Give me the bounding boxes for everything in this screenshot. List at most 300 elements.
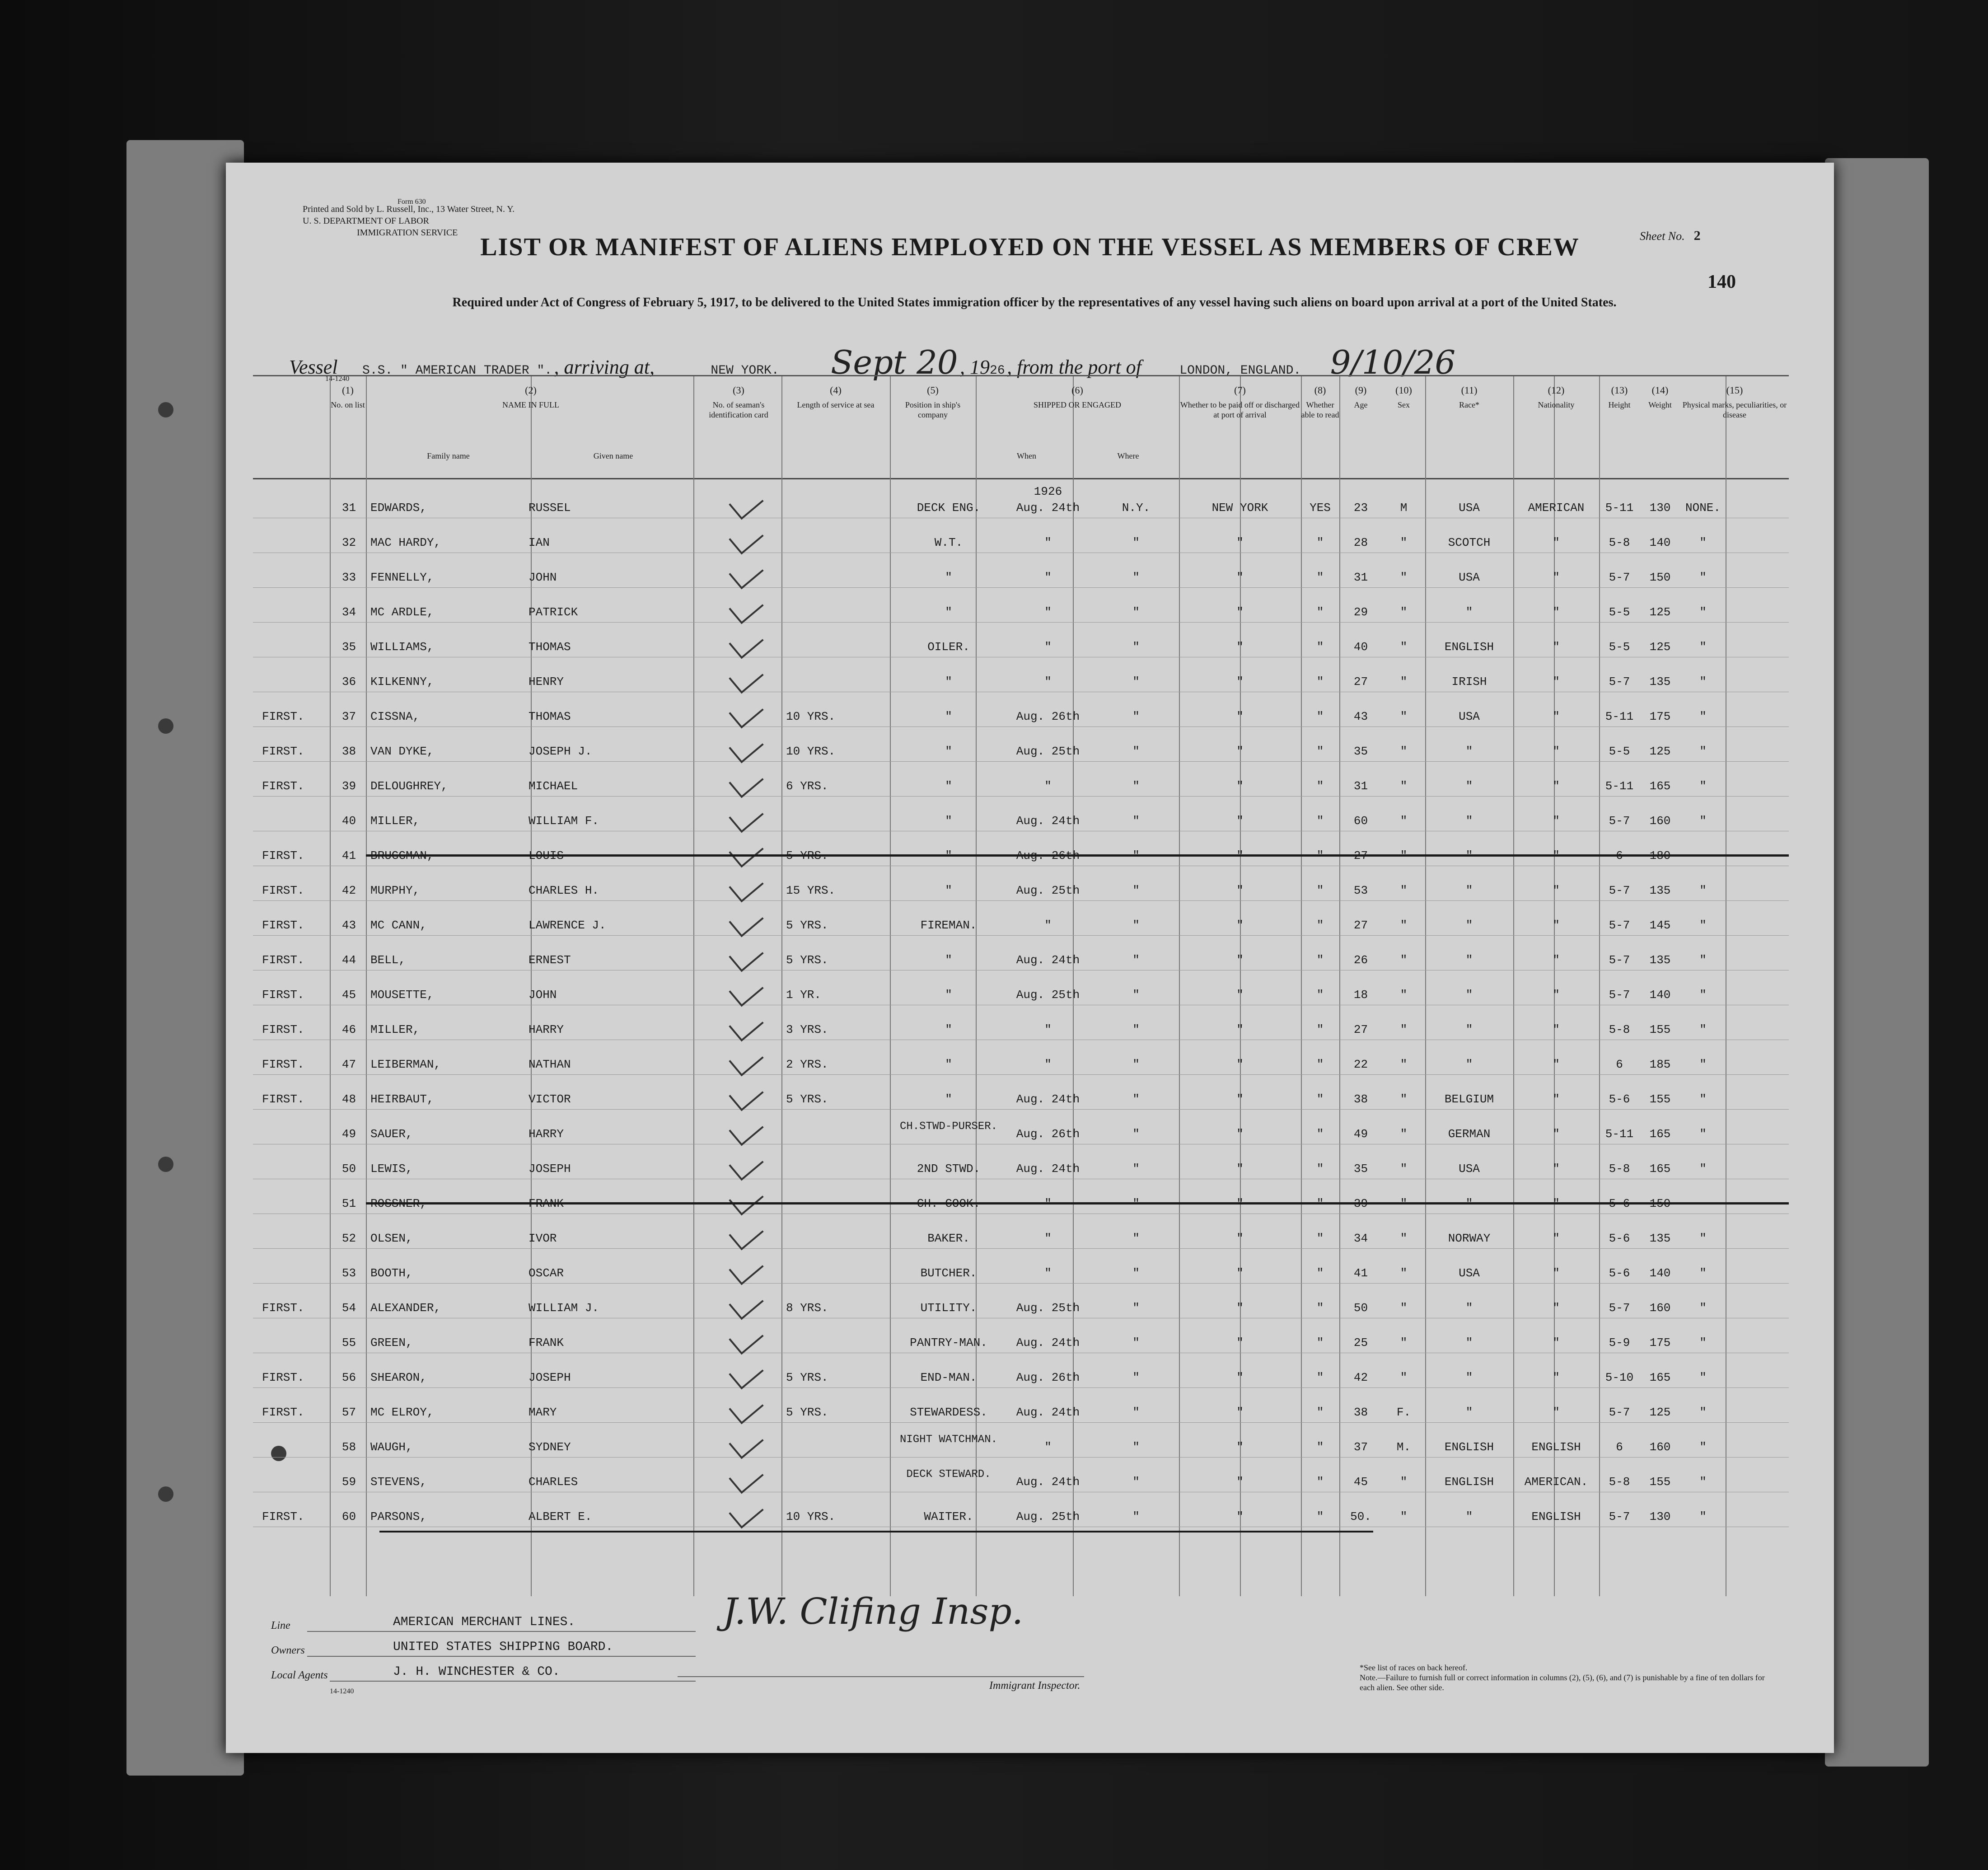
inspector-signature: J.W. Clifing Insp. bbox=[723, 1590, 1024, 1632]
cell-sex: " bbox=[1400, 988, 1408, 1002]
cell-race: USA bbox=[1459, 710, 1480, 723]
cell-height: 5-7 bbox=[1609, 1406, 1630, 1419]
cell-no: 52 bbox=[341, 1232, 356, 1245]
column-number: (10) bbox=[1395, 384, 1412, 396]
cell-family: MAC HARDY, bbox=[370, 536, 441, 549]
cell-race: " bbox=[1465, 779, 1473, 793]
owners-label: Owners bbox=[271, 1645, 305, 1656]
cell-nationality: " bbox=[1553, 1232, 1560, 1245]
column-header bbox=[330, 385, 366, 410]
cell-service: 3 YRS. bbox=[786, 1023, 828, 1036]
cell-marks: " bbox=[1699, 1162, 1707, 1176]
cell-read: " bbox=[1316, 1023, 1324, 1036]
cell-marks: " bbox=[1699, 1510, 1707, 1523]
table-row bbox=[253, 1389, 1789, 1424]
cell-age: 50 bbox=[1353, 1301, 1368, 1315]
cell-read: " bbox=[1316, 779, 1324, 793]
cell-read: " bbox=[1316, 953, 1324, 967]
cell-weight: 155 bbox=[1649, 1475, 1671, 1489]
cell-read: " bbox=[1316, 1301, 1324, 1315]
cell-sex: " bbox=[1400, 675, 1408, 689]
cell-given: ALBERT E. bbox=[529, 1510, 592, 1523]
cell-service: 10 YRS. bbox=[786, 1510, 836, 1523]
cell-given: ERNEST bbox=[529, 953, 571, 967]
cell-where: " bbox=[1132, 1023, 1140, 1036]
check-mark-icon bbox=[729, 591, 763, 624]
column-number: (12) bbox=[1548, 384, 1565, 396]
check-mark-icon bbox=[729, 1286, 763, 1320]
cell-when: Aug. 25th bbox=[1016, 988, 1080, 1002]
inspector-rule bbox=[678, 1676, 1084, 1677]
cell-paid: " bbox=[1236, 779, 1244, 793]
cell-where: " bbox=[1132, 1266, 1140, 1280]
cell-family: BELL, bbox=[370, 953, 406, 967]
column-number: (4) bbox=[830, 384, 842, 396]
cell-given: JOHN bbox=[529, 988, 557, 1002]
cell-no: 38 bbox=[341, 745, 356, 758]
cell-marks: " bbox=[1699, 1058, 1707, 1071]
cell-given: IVOR bbox=[529, 1232, 557, 1245]
cell-sex: " bbox=[1400, 1232, 1408, 1245]
cell-race: " bbox=[1465, 1023, 1473, 1036]
cell-position: " bbox=[945, 1092, 952, 1106]
cell-when: Aug. 24th bbox=[1016, 1475, 1080, 1489]
cell-where: " bbox=[1132, 779, 1140, 793]
cell-age: 38 bbox=[1353, 1092, 1368, 1106]
cell-paid: " bbox=[1236, 1127, 1244, 1141]
cell-given: JOSEPH bbox=[529, 1162, 571, 1176]
cell-where: " bbox=[1132, 745, 1140, 758]
footnote bbox=[1360, 1663, 1775, 1692]
check-mark-icon bbox=[729, 1078, 763, 1111]
cell-where: " bbox=[1132, 536, 1140, 549]
cell-nationality: " bbox=[1553, 536, 1560, 549]
cell-sex: " bbox=[1400, 919, 1408, 932]
cell-service: 2 YRS. bbox=[786, 1058, 828, 1071]
cell-no: 44 bbox=[341, 953, 356, 967]
cell-sex: " bbox=[1400, 1266, 1408, 1280]
cell-where: " bbox=[1132, 675, 1140, 689]
cell-read: " bbox=[1316, 1232, 1324, 1245]
cell-height: 5-7 bbox=[1609, 571, 1630, 584]
cell-no: 43 bbox=[341, 919, 356, 932]
cell-no: 57 bbox=[341, 1406, 356, 1419]
cell-position: END-MAN. bbox=[920, 1371, 977, 1384]
closing-line bbox=[379, 1531, 1373, 1533]
cell-family: BOOTH, bbox=[370, 1266, 413, 1280]
cell-weight: 165 bbox=[1649, 1162, 1671, 1176]
cell-weight: 140 bbox=[1649, 536, 1671, 549]
cell-sex: " bbox=[1400, 640, 1408, 654]
cell-where: " bbox=[1132, 1058, 1140, 1071]
table-row bbox=[253, 833, 1789, 867]
column-label: Age bbox=[1354, 400, 1368, 409]
cell-marks: " bbox=[1699, 919, 1707, 932]
crew-table bbox=[253, 375, 1789, 1596]
cell-service: 5 YRS. bbox=[786, 953, 828, 967]
strike-through-line bbox=[366, 854, 1789, 857]
cell-sex: " bbox=[1400, 1336, 1408, 1350]
cell-given: FRANK bbox=[529, 1336, 564, 1350]
table-row bbox=[253, 1354, 1789, 1389]
cell-no: 31 bbox=[341, 501, 356, 515]
cell-position: " bbox=[945, 884, 952, 897]
cell-marks: " bbox=[1699, 710, 1707, 723]
cell-read: " bbox=[1316, 1266, 1324, 1280]
cell-family: SHEARON, bbox=[370, 1371, 427, 1384]
column-header bbox=[890, 385, 976, 420]
cell-weight: 155 bbox=[1649, 1092, 1671, 1106]
cell-height: 5-8 bbox=[1609, 1162, 1630, 1176]
check-mark-icon bbox=[729, 1008, 763, 1042]
cell-no: 55 bbox=[341, 1336, 356, 1350]
cell-where: " bbox=[1132, 710, 1140, 723]
cell-given: CHARLES H. bbox=[529, 884, 599, 897]
cell-family: STEVENS, bbox=[370, 1475, 427, 1489]
cell-given: JOSEPH J. bbox=[529, 745, 592, 758]
column-number: (5) bbox=[927, 384, 939, 396]
cell-sex: " bbox=[1400, 710, 1408, 723]
cell-weight: 140 bbox=[1649, 988, 1671, 1002]
cell-race: " bbox=[1465, 953, 1473, 967]
column-label: Whether to be paid off or discharged at port of arrival bbox=[1180, 400, 1300, 419]
column-number: (13) bbox=[1611, 384, 1628, 396]
cell-mark: FIRST. bbox=[262, 849, 304, 862]
cell-weight: 160 bbox=[1649, 1440, 1671, 1454]
cell-given: PATRICK bbox=[529, 605, 578, 619]
cell-family: MC CANN, bbox=[370, 919, 427, 932]
cell-marks: " bbox=[1699, 536, 1707, 549]
check-mark-icon bbox=[729, 834, 763, 868]
cell-no: 34 bbox=[341, 605, 356, 619]
cell-weight: 135 bbox=[1649, 953, 1671, 967]
cell-read: " bbox=[1316, 884, 1324, 897]
cell-race: USA bbox=[1459, 571, 1480, 584]
cell-when: Aug. 24th bbox=[1016, 814, 1080, 828]
cell-nationality: " bbox=[1553, 571, 1560, 584]
cell-weight: 130 bbox=[1649, 501, 1671, 515]
cell-age: 37 bbox=[1353, 1440, 1368, 1454]
table-row bbox=[253, 763, 1789, 798]
cell-paid: " bbox=[1236, 1336, 1244, 1350]
table-row bbox=[253, 1285, 1789, 1320]
cell-race: ENGLISH bbox=[1444, 1475, 1494, 1489]
cell-paid: " bbox=[1236, 1058, 1244, 1071]
cell-age: 31 bbox=[1353, 779, 1368, 793]
cell-when: Aug. 25th bbox=[1016, 1510, 1080, 1523]
cell-where: " bbox=[1132, 1127, 1140, 1141]
cell-given: THOMAS bbox=[529, 640, 571, 654]
cell-nationality: " bbox=[1553, 779, 1560, 793]
column-header bbox=[1640, 385, 1680, 410]
cell-position: " bbox=[945, 745, 952, 758]
column-number: (3) bbox=[733, 384, 744, 396]
column-header bbox=[1513, 385, 1599, 410]
column-header bbox=[1680, 385, 1789, 420]
cell-race: SCOTCH bbox=[1448, 536, 1491, 549]
cell-read: " bbox=[1316, 536, 1324, 549]
cell-where: " bbox=[1132, 571, 1140, 584]
cell-given: HARRY bbox=[529, 1023, 564, 1036]
cell-height: 5-10 bbox=[1605, 1371, 1634, 1384]
cell-when: Aug. 25th bbox=[1016, 1301, 1080, 1315]
cell-mark: FIRST. bbox=[262, 1371, 304, 1384]
cell-height: 5-9 bbox=[1609, 1336, 1630, 1350]
cell-family: MURPHY, bbox=[370, 884, 420, 897]
cell-weight: 145 bbox=[1649, 919, 1671, 932]
cell-mark: FIRST. bbox=[262, 1092, 304, 1106]
underlying-page-right bbox=[1825, 158, 1929, 1767]
cell-position: " bbox=[945, 779, 952, 793]
cell-position: OILER. bbox=[927, 640, 970, 654]
cell-read: " bbox=[1316, 919, 1324, 932]
footer-agents-row bbox=[271, 1669, 328, 1682]
cell-read: " bbox=[1316, 1127, 1324, 1141]
cell-sex: " bbox=[1400, 1475, 1408, 1489]
cell-race: " bbox=[1465, 1058, 1473, 1071]
column-label: Race* bbox=[1459, 400, 1479, 409]
check-mark-icon bbox=[729, 1182, 763, 1216]
cell-mark: FIRST. bbox=[262, 1406, 304, 1419]
cell-age: 53 bbox=[1353, 884, 1368, 897]
cell-paid: " bbox=[1236, 1406, 1244, 1419]
cell-height: 5-8 bbox=[1609, 1475, 1630, 1489]
cell-race: NORWAY bbox=[1448, 1232, 1491, 1245]
cell-nationality: " bbox=[1553, 710, 1560, 723]
cell-paid: " bbox=[1236, 640, 1244, 654]
cell-nationality: " bbox=[1553, 1266, 1560, 1280]
cell-paid: " bbox=[1236, 919, 1244, 932]
cell-height: 5-7 bbox=[1609, 919, 1630, 932]
cell-service: 8 YRS. bbox=[786, 1301, 828, 1315]
cell-position: WAITER. bbox=[924, 1510, 973, 1523]
cell-family: MILLER, bbox=[370, 814, 420, 828]
cell-weight: 150 bbox=[1649, 571, 1671, 584]
sheet-label: Sheet No. bbox=[1640, 230, 1685, 243]
cell-weight: 155 bbox=[1649, 1023, 1671, 1036]
check-mark-icon bbox=[729, 869, 763, 903]
cell-position: W.T. bbox=[934, 536, 963, 549]
check-mark-icon bbox=[729, 1112, 763, 1146]
cell-when: Aug. 25th bbox=[1016, 745, 1080, 758]
cell-nationality: ENGLISH bbox=[1531, 1510, 1581, 1523]
page-subtitle: Required under Act of Congress of February 5, 1917, to be delivered to the United States immigration officer by the representatives of any vessel having such aliens on board upon arrival at a port of the United States. bbox=[452, 295, 1617, 309]
column-number: (8) bbox=[1314, 384, 1326, 396]
cell-read: " bbox=[1316, 988, 1324, 1002]
cell-given: JOSEPH bbox=[529, 1371, 571, 1384]
cell-nationality: " bbox=[1553, 1336, 1560, 1350]
cell-height: 5-8 bbox=[1609, 1023, 1630, 1036]
cell-given: LAWRENCE J. bbox=[529, 919, 606, 932]
cell-race: USA bbox=[1459, 501, 1480, 515]
cell-given: JOHN bbox=[529, 571, 557, 584]
cell-sex: " bbox=[1400, 779, 1408, 793]
cell-position: " bbox=[945, 605, 952, 619]
cell-sex: " bbox=[1400, 953, 1408, 967]
cell-when-year: 1926 bbox=[1034, 485, 1062, 498]
cell-sex: " bbox=[1400, 1023, 1408, 1036]
footer-owners-row bbox=[271, 1645, 305, 1657]
table-row bbox=[253, 728, 1789, 763]
departure-port: LONDON, ENGLAND. bbox=[1179, 364, 1301, 378]
cell-mark: FIRST. bbox=[262, 1023, 304, 1036]
table-row bbox=[253, 1146, 1789, 1181]
column-label: No. on list bbox=[331, 400, 365, 409]
cell-race: BELGIUM bbox=[1444, 1092, 1494, 1106]
cell-age: 25 bbox=[1353, 1336, 1368, 1350]
cell-sex: " bbox=[1400, 605, 1408, 619]
sheet-value: 2 bbox=[1693, 228, 1701, 243]
cell-no: 56 bbox=[341, 1371, 356, 1384]
cell-race: " bbox=[1465, 919, 1473, 932]
table-row bbox=[253, 1215, 1789, 1250]
cell-sex: " bbox=[1400, 536, 1408, 549]
agents-label: Local Agents bbox=[271, 1669, 328, 1681]
table-row bbox=[253, 972, 1789, 1007]
column-number: (7) bbox=[1234, 384, 1246, 396]
cell-where: N.Y. bbox=[1122, 501, 1151, 515]
cell-when: Aug. 26th bbox=[1016, 1371, 1080, 1384]
cell-read: " bbox=[1316, 1058, 1324, 1071]
cell-age: 34 bbox=[1353, 1232, 1368, 1245]
cell-age: 28 bbox=[1353, 536, 1368, 549]
cell-age: 49 bbox=[1353, 1127, 1368, 1141]
column-label: Nationality bbox=[1538, 400, 1575, 409]
cell-weight: 125 bbox=[1649, 1406, 1671, 1419]
cell-marks: " bbox=[1699, 1266, 1707, 1280]
table-row bbox=[253, 1494, 1789, 1528]
cell-where: " bbox=[1132, 605, 1140, 619]
cell-race: " bbox=[1465, 605, 1473, 619]
cell-read: " bbox=[1316, 1440, 1324, 1454]
cell-family: WILLIAMS, bbox=[370, 640, 434, 654]
cell-mark: FIRST. bbox=[262, 779, 304, 793]
cell-race: ENGLISH bbox=[1444, 640, 1494, 654]
cell-sex: M bbox=[1400, 501, 1408, 515]
year-prefix: , 19 bbox=[960, 356, 990, 378]
cell-weight: 125 bbox=[1649, 640, 1671, 654]
cell-weight: 165 bbox=[1649, 1371, 1671, 1384]
table-row bbox=[253, 485, 1789, 520]
cell-paid: " bbox=[1236, 745, 1244, 758]
cell-read: " bbox=[1316, 1162, 1324, 1176]
column-label: NAME IN FULL bbox=[502, 400, 559, 409]
cell-family: MC ELROY, bbox=[370, 1406, 434, 1419]
cell-race: GERMAN bbox=[1448, 1127, 1491, 1141]
cell-age: 35 bbox=[1353, 1162, 1368, 1176]
cell-marks: " bbox=[1699, 1475, 1707, 1489]
punch-hole bbox=[158, 1157, 173, 1172]
cell-weight: 165 bbox=[1649, 779, 1671, 793]
line-rule bbox=[307, 1631, 696, 1632]
column-number: (6) bbox=[1071, 384, 1083, 396]
cell-paid: " bbox=[1236, 1162, 1244, 1176]
cell-no: 42 bbox=[341, 884, 356, 897]
cell-paid: " bbox=[1236, 1371, 1244, 1384]
cell-nationality: AMERICAN. bbox=[1524, 1475, 1588, 1489]
cell-service: 5 YRS. bbox=[786, 1092, 828, 1106]
cell-nationality: ENGLISH bbox=[1531, 1440, 1581, 1454]
cell-nationality: " bbox=[1553, 814, 1560, 828]
cell-when: " bbox=[1044, 1266, 1052, 1280]
check-mark-icon bbox=[729, 1217, 763, 1251]
cell-no: 46 bbox=[341, 1023, 356, 1036]
check-mark-icon bbox=[729, 1391, 763, 1425]
cell-when: " bbox=[1044, 640, 1052, 654]
cell-weight: 175 bbox=[1649, 1336, 1671, 1350]
line-value: AMERICAN MERCHANT LINES. bbox=[393, 1615, 575, 1629]
cell-marks: NONE. bbox=[1685, 501, 1721, 515]
cell-no: 47 bbox=[341, 1058, 356, 1071]
printer-line: Printed and Sold by L. Russell, Inc., 13 Water Street, N. Y. bbox=[303, 204, 515, 214]
cell-when: " bbox=[1044, 1440, 1052, 1454]
cell-marks: " bbox=[1699, 1127, 1707, 1141]
cell-weight: 160 bbox=[1649, 1301, 1671, 1315]
cell-service: 5 YRS. bbox=[786, 1371, 828, 1384]
cell-age: 35 bbox=[1353, 745, 1368, 758]
cell-where: " bbox=[1132, 988, 1140, 1002]
cell-no: 41 bbox=[341, 849, 356, 862]
cell-no: 48 bbox=[341, 1092, 356, 1106]
check-mark-icon bbox=[729, 730, 763, 764]
cell-when: Aug. 26th bbox=[1016, 1127, 1080, 1141]
cell-marks: " bbox=[1699, 605, 1707, 619]
cell-no: 37 bbox=[341, 710, 356, 723]
cell-race: ENGLISH bbox=[1444, 1440, 1494, 1454]
punch-hole bbox=[158, 718, 173, 734]
check-mark-icon bbox=[729, 1356, 763, 1390]
cell-position: DECK ENG. bbox=[917, 501, 981, 515]
cell-age: 40 bbox=[1353, 640, 1368, 654]
cell-weight: 135 bbox=[1649, 884, 1671, 897]
cell-height: 5-11 bbox=[1605, 710, 1634, 723]
cell-given: HENRY bbox=[529, 675, 564, 689]
cell-no: 60 bbox=[341, 1510, 356, 1523]
cell-where: " bbox=[1132, 1162, 1140, 1176]
check-mark-icon bbox=[729, 486, 763, 520]
cell-mark: FIRST. bbox=[262, 919, 304, 932]
column-label: Position in ship's company bbox=[905, 400, 961, 419]
cell-given: THOMAS bbox=[529, 710, 571, 723]
cell-marks: " bbox=[1699, 1092, 1707, 1106]
cell-when: " bbox=[1044, 605, 1052, 619]
check-mark-icon bbox=[729, 1251, 763, 1285]
cell-paid: " bbox=[1236, 884, 1244, 897]
cell-position: " bbox=[945, 988, 952, 1002]
table-row bbox=[253, 1007, 1789, 1041]
cell-service: 5 YRS. bbox=[786, 919, 828, 932]
cell-nationality: " bbox=[1553, 988, 1560, 1002]
cell-given: MICHAEL bbox=[529, 779, 578, 793]
column-subheader: Family name bbox=[427, 451, 470, 460]
cell-read: " bbox=[1316, 814, 1324, 828]
cell-marks: " bbox=[1699, 675, 1707, 689]
check-mark-icon bbox=[729, 695, 763, 729]
cell-position: " bbox=[945, 571, 952, 584]
table-row bbox=[253, 1111, 1789, 1146]
cell-read: " bbox=[1316, 571, 1324, 584]
cell-family: MC ARDLE, bbox=[370, 605, 434, 619]
cell-where: " bbox=[1132, 640, 1140, 654]
cell-given: OSCAR bbox=[529, 1266, 564, 1280]
cell-family: MOUSETTE, bbox=[370, 988, 434, 1002]
cell-where: " bbox=[1132, 953, 1140, 967]
cell-family: SAUER, bbox=[370, 1127, 413, 1141]
table-row bbox=[253, 624, 1789, 659]
cell-read: YES bbox=[1310, 501, 1331, 515]
cell-sex: " bbox=[1400, 1058, 1408, 1071]
cell-where: " bbox=[1132, 1475, 1140, 1489]
